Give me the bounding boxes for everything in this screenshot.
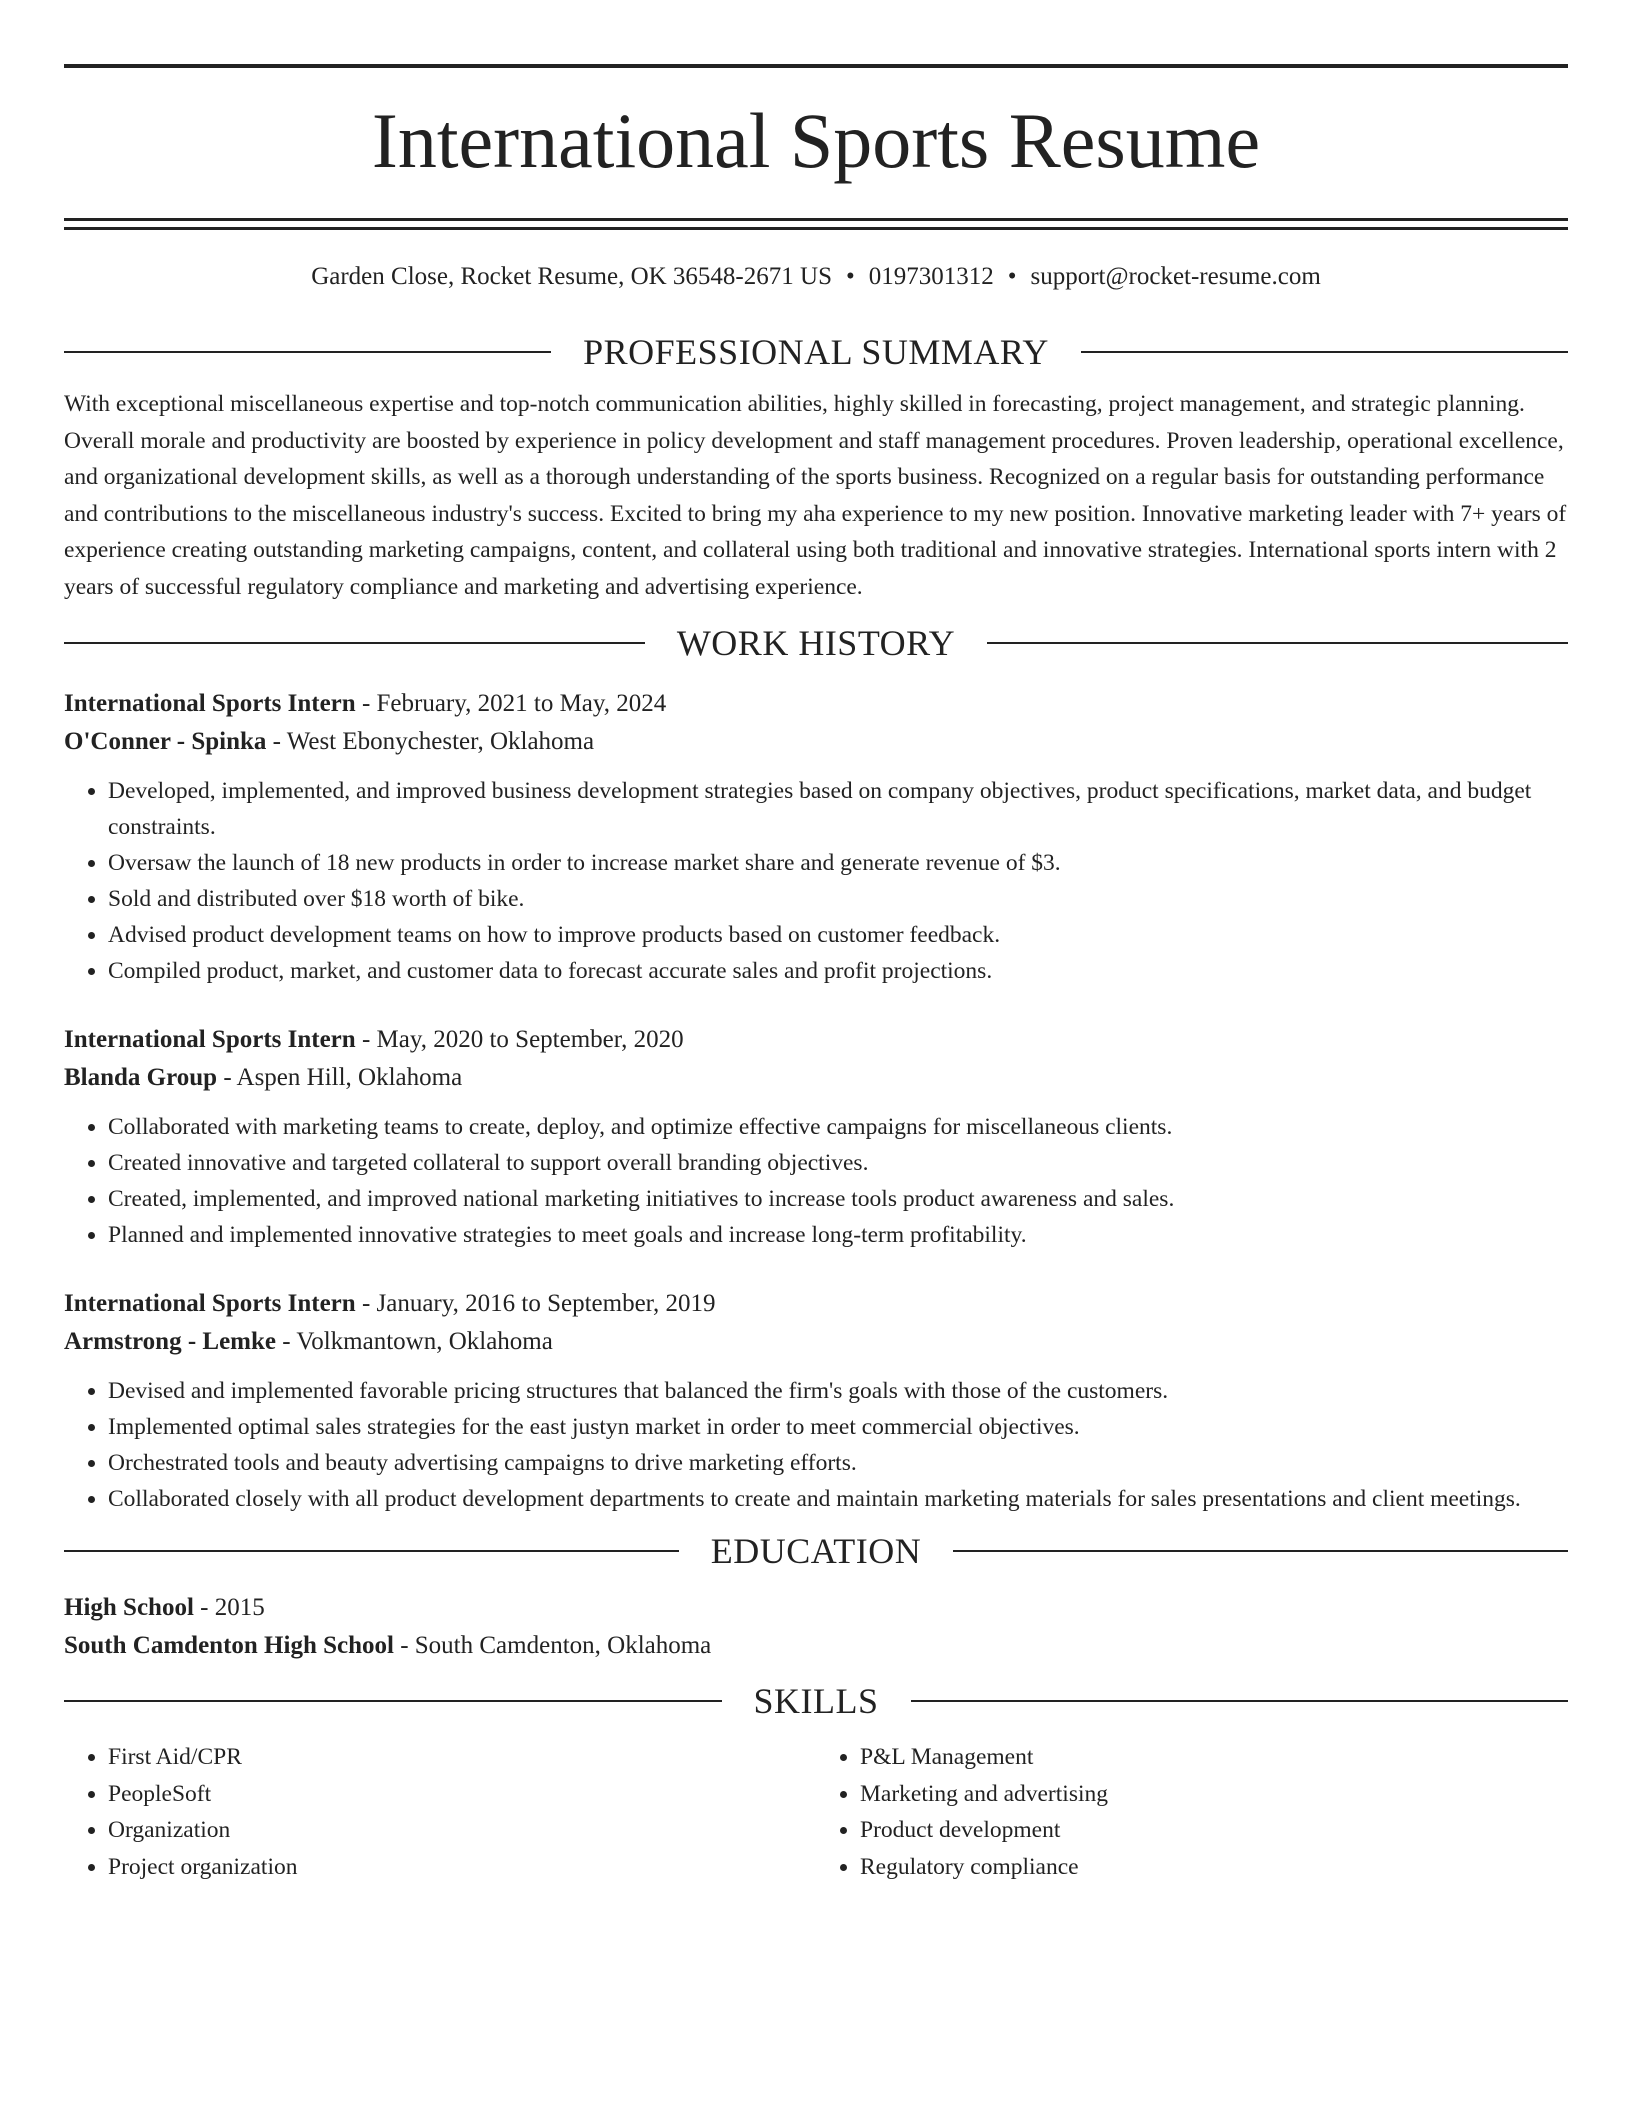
- job-location: - West Ebonychester, Oklahoma: [266, 728, 595, 755]
- top-rule: [64, 64, 1568, 68]
- job-title: International Sports Intern: [64, 1290, 356, 1317]
- job-bullets: [64, 773, 1568, 989]
- skill-item: • Organization: [108, 1812, 816, 1849]
- section-heading-education: [64, 1527, 1568, 1575]
- list-item: • Collaborated closely with all product development departments to create and maintain marketing materials for sales presentations and client meetings.: [108, 1481, 1568, 1517]
- job-company-line: [64, 1059, 1568, 1097]
- job-company-line: [64, 723, 1568, 761]
- job-title-line: [64, 685, 1568, 723]
- list-item: • Sold and distributed over $18 worth of bike.: [108, 881, 1568, 917]
- section-title: WORK HISTORY: [676, 623, 956, 663]
- summary-text: With exceptional miscellaneous expertise and top-notch communication abilities, highly skilled in forecasting, project management, and strategic planning. Overall morale and productivity are boosted by experience in policy development and staff management procedures. Proven leadership, operational excellence, and organizational development skills, as well as a thorough understanding of the sports business. Recognized on a regular basis for outstanding performance and contributions to the miscellaneous industry's success. Excited to bring my aha experience to my new position. Innovative marketing leader with 7+ years of experience creating outstanding marketing campaigns, content, and collateral using both traditional and innovative strategies. International sports intern with 2 years of successful regulatory compliance and marketing and advertising experience.: [64, 391, 1567, 600]
- heading-rule: [64, 642, 645, 644]
- job-title-line: [64, 1021, 1568, 1059]
- job-dates: - January, 2016 to September, 2019: [355, 1290, 716, 1317]
- list-item: • Planned and implemented innovative strategies to meet goals and increase long-term profitability.: [108, 1217, 1568, 1253]
- list-item: • Created innovative and targeted collateral to support overall branding objectives.: [108, 1145, 1568, 1181]
- education-school-line: [64, 1627, 1568, 1665]
- list-item: • Devised and implemented favorable pricing structures that balanced the firm's goals with those of the customers.: [108, 1373, 1568, 1409]
- job-company: Blanda Group: [64, 1064, 218, 1091]
- job-location: - Aspen Hill, Oklahoma: [217, 1064, 463, 1091]
- skills-column-right: [816, 1739, 1568, 1885]
- contact-phone: 0197301312: [868, 263, 994, 290]
- job-bullets: [64, 1109, 1568, 1253]
- list-item: • Created, implemented, and improved national marketing initiatives to increase tools product awareness and sales.: [108, 1181, 1568, 1217]
- skill-item: • Project organization: [108, 1849, 816, 1886]
- list-item: • Advised product development teams on how to improve products based on customer feedback.: [108, 917, 1568, 953]
- skill-item: • Regulatory compliance: [860, 1849, 1568, 1886]
- section-title: EDUCATION: [710, 1531, 922, 1571]
- section-heading-work-history: [64, 619, 1568, 667]
- job-title: International Sports Intern: [64, 1026, 356, 1053]
- skills-list: [64, 1739, 1568, 1885]
- skill-item: • Product development: [860, 1812, 1568, 1849]
- list-item: • Oversaw the launch of 18 new products in order to increase market share and generate revenue of $3.: [108, 845, 1568, 881]
- job-company-line: [64, 1323, 1568, 1361]
- section-heading-skills: [64, 1677, 1568, 1725]
- education-entry: [64, 1589, 1568, 1665]
- list-item: • Orchestrated tools and beauty advertising campaigns to drive marketing efforts.: [108, 1445, 1568, 1481]
- job-entry: [64, 1285, 1568, 1517]
- double-rule: [64, 218, 1568, 230]
- job-title-line: [64, 1285, 1568, 1323]
- job-entry: [64, 685, 1568, 989]
- heading-rule: [953, 1550, 1568, 1552]
- heading-rule: [987, 642, 1568, 644]
- list-item: • Compiled product, market, and customer data to forecast accurate sales and profit projections.: [108, 953, 1568, 989]
- resume-page: [64, 64, 1568, 1885]
- heading-rule: [911, 1700, 1569, 1702]
- education-year: - 2015: [193, 1594, 265, 1621]
- skills-column-left: [64, 1739, 816, 1885]
- skill-item: • First Aid/CPR: [108, 1739, 816, 1776]
- section-title: PROFESSIONAL SUMMARY: [583, 332, 1049, 372]
- skill-item: • PeopleSoft: [108, 1776, 816, 1813]
- skill-item: • P&L Management: [860, 1739, 1568, 1776]
- job-dates: - February, 2021 to May, 2024: [355, 690, 667, 717]
- heading-rule: [64, 1700, 722, 1702]
- education-location: - South Camdenton, Oklahoma: [393, 1632, 712, 1659]
- contact-separator: •: [1007, 263, 1017, 290]
- list-item: • Implemented optimal sales strategies for the east justyn market in order to meet commercial objectives.: [108, 1409, 1568, 1445]
- heading-rule: [64, 351, 551, 353]
- resume-title: International Sports Resume: [371, 97, 1261, 184]
- list-item: • Collaborated with marketing teams to create, deploy, and optimize effective campaigns for miscellaneous clients.: [108, 1109, 1568, 1145]
- list-item: • Developed, implemented, and improved business development strategies based on company objectives, product specifications, market data, and budget constraints.: [108, 773, 1568, 845]
- job-company: O'Conner - Spinka: [64, 728, 267, 755]
- education-school: South Camdenton High School: [64, 1632, 394, 1659]
- job-title: International Sports Intern: [64, 690, 356, 717]
- contact-email: support@rocket-resume.com: [1030, 263, 1321, 290]
- skill-item: • Marketing and advertising: [860, 1776, 1568, 1813]
- contact-line: [64, 260, 1568, 294]
- contact-address: Garden Close, Rocket Resume, OK 36548-2671 US: [311, 263, 832, 290]
- education-degree: High School: [64, 1594, 194, 1621]
- heading-rule: [1081, 351, 1568, 353]
- job-bullets: [64, 1373, 1568, 1517]
- contact-separator: •: [845, 263, 855, 290]
- job-company: Armstrong - Lemke: [64, 1328, 276, 1355]
- section-heading-summary: [64, 328, 1568, 376]
- job-entry: [64, 1021, 1568, 1253]
- job-location: - Volkmantown, Oklahoma: [276, 1328, 553, 1355]
- section-title: SKILLS: [753, 1681, 879, 1721]
- education-degree-line: [64, 1589, 1568, 1627]
- heading-rule: [64, 1550, 679, 1552]
- job-dates: - May, 2020 to September, 2020: [355, 1026, 684, 1053]
